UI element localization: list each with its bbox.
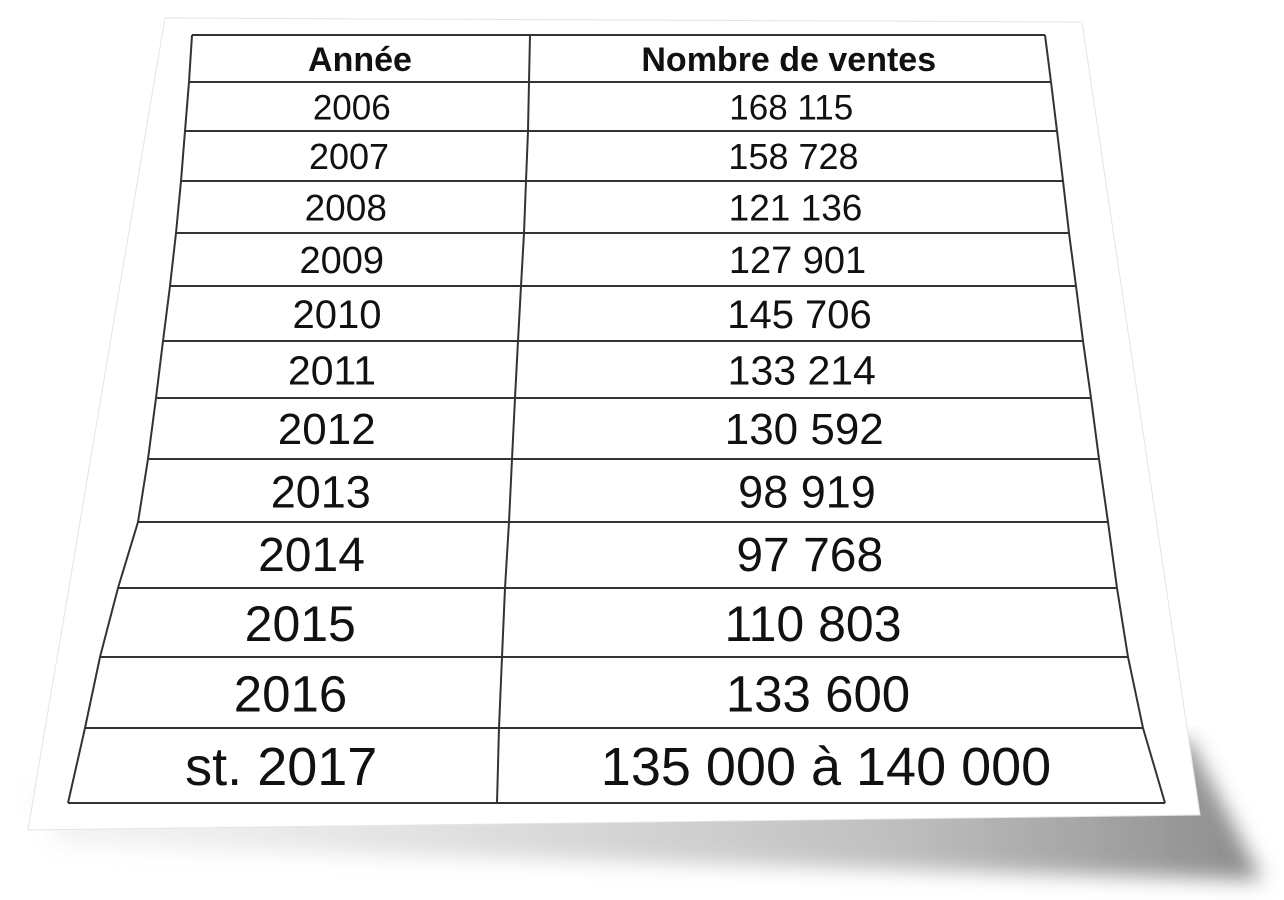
table-cell-sales: 121 136 (728, 187, 863, 229)
table-cell-sales: 127 901 (728, 239, 867, 282)
table-cell-sales: 110 803 (724, 595, 902, 652)
table-cell-sales: 168 115 (729, 88, 854, 127)
table-cell-sales: 135 000 à 140 000 (600, 736, 1052, 797)
table-cell-year: 2006 (312, 88, 391, 127)
table-cell-year: 2014 (258, 529, 365, 582)
table-cell-sales: 158 728 (728, 136, 859, 177)
table-cell-sales: 98 919 (738, 466, 876, 517)
table-cell-year: 2009 (299, 239, 385, 282)
table-cell-sales: 133 214 (727, 347, 876, 393)
table-cell-year: 2016 (233, 665, 348, 722)
table-cell-year: 2007 (308, 136, 390, 177)
column-header-year: Année (308, 40, 412, 79)
table-cell-sales: 130 592 (724, 404, 884, 454)
table-cell-sales: 145 706 (727, 292, 872, 337)
sheet-paper (28, 18, 1200, 830)
table-cell-year: 2012 (277, 404, 376, 454)
table-cell-sales: 97 768 (736, 529, 884, 582)
table-cell-year: 2013 (270, 466, 371, 517)
table-cell-year: 2010 (292, 292, 382, 337)
column-header-sales: Nombre de ventes (641, 40, 937, 79)
table-cell-sales: 133 600 (725, 665, 911, 722)
table-cell-year: 2015 (244, 595, 356, 652)
table-cell-year: 2011 (287, 347, 377, 393)
table-cell-year: 2008 (304, 187, 387, 229)
table-cell-year: st. 2017 (185, 736, 378, 797)
